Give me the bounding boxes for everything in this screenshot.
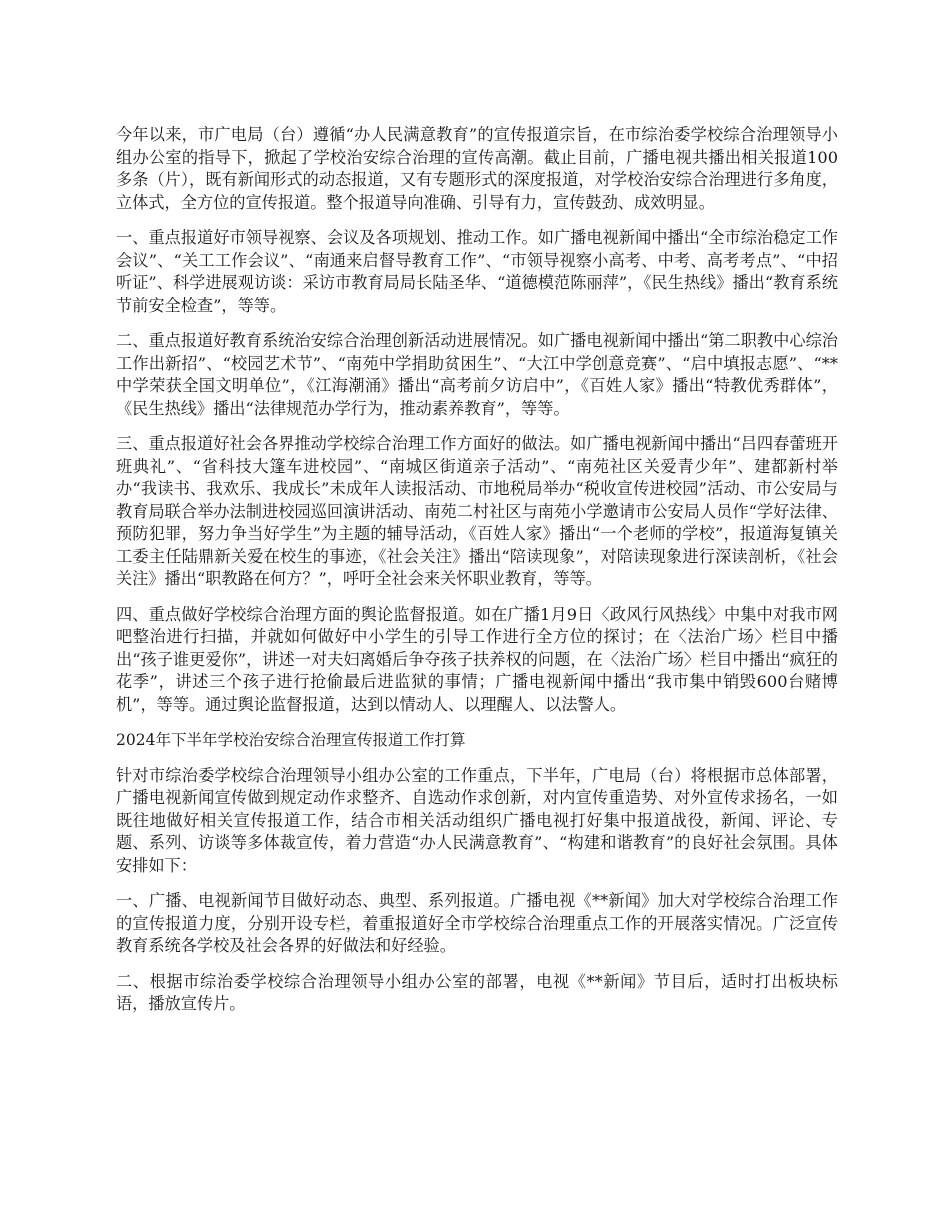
- plan-heading: 2024年下半年学校治安综合治理宣传报道工作打算: [116, 731, 466, 749]
- intro-paragraph: 今年以来，市广电局（台）遵循“办人民满意教育”的宣传报道宗旨，在市综治委学校综合治理领导小组办公室的指导下，掀起了学校治安综合治理的宣传高潮。截止目前，广播电视共播出相关报道100多条（片），既有新闻形式的动态报道，又有专题形式的深度报道，对学校治安综合治理进行多角度，立体式，全方位的宣传报道。整个报道导向准确、引导有力，宣传鼓劲、成效明显。: [116, 125, 838, 212]
- plan-paragraph-1: 一、广播、电视新闻节目做好动态、典型、系列报道。广播电视《**新闻》加大对学校综合治理工作的宣传报道力度，分别开设专栏，着重报道好全市学校综合治理重点工作的开展落实情况。广泛宣传教育系统各学校及社会各界的好做法和好经验。: [116, 891, 838, 955]
- section-paragraph-3: 三、重点报道好社会各界推动学校综合治理工作方面好的做法。如广播电视新闻中播出“吕四春蕾班开班典礼”、“省科技大篷车进校园”、“南城区街道亲子活动”、“南苑社区关爱青少年”、建都新村举办“我读书、我欢乐、我成长”未成年人读报活动、市地税局举办“税收宣传进校园”活动、市公安局与教育局联合举办法制进校园巡回演讲活动、南苑二村社区与南苑小学邀请市公安局人员作“学好法律、预防犯罪，努力争当好学生”为主题的辅导活动，《百姓人家》播出“一个老师的学校”，报道海复镇关工委主任陆鼎新关爱在校生的事迹，《社会关注》播出“陪读现象”，对陪读现象进行深读剖析，《社会关注》播出“职教路在何方？”，呼吁全社会来关怀职业教育，等等。: [116, 434, 838, 588]
- section-paragraph-2: 二、重点报道好教育系统治安综合治理创新活动进展情况。如广播电视新闻中播出“第二职教中心综治工作出新招”、“校园艺术节”、“南苑中学捐助贫困生”、“大江中学创意竞赛”、“启中填报志愿”、“**中学荣获全国文明单位”，《江海潮涌》播出“高考前夕访启中”，《百姓人家》播出“特教优秀群体”，《民生热线》播出“法律规范办学行为，推动素养教育”，等等。: [116, 331, 838, 418]
- plan-paragraph-2: 二、根据市综治委学校综合治理领导小组办公室的部署，电视《**新闻》节目后，适时打出板块标语，播放宣传片。: [116, 971, 838, 1013]
- plan-intro-paragraph: 针对市综治委学校综合治理领导小组办公室的工作重点，下半年，广电局（台）将根据市总体部署，广播电视新闻宣传做到规定动作求整齐、自选动作求创新，对内宣传重造势、对外宣传求扬名，一如既往地做好相关宣传报道工作，结合市相关活动组织广播电视打好集中报道战役，新闻、评论、专题、系列、访谈等多体裁宣传，着力营造“办人民满意教育”、“构建和谐教育”的良好社会氛围。具体安排如下：: [116, 765, 838, 875]
- document-body: [116, 124, 838, 1029]
- section-paragraph-4: 四、重点做好学校综合治理方面的舆论监督报道。如在广播1月9日〈政风行风热线〉中集中对我市网吧整治进行扫描，并就如何做好中小学生的引导工作进行全方位的探讨；在〈法治广场〉栏目中播出“孩子谁更爱你”，讲述一对夫妇离婚后争夺孩子扶养权的问题，在〈法治广场〉栏目中播出“疯狂的花季”，讲述三个孩子进行抢偷最后进监狱的事情；广播电视新闻中播出“我市集中销毁600台赌博机”，等等。通过舆论监督报道，达到以情动人、以理醒人、以法警人。: [116, 604, 838, 714]
- section-paragraph-1: 一、重点报道好市领导视察、会议及各项规划、推动工作。如广播电视新闻中播出“全市综治稳定工作会议”、“关工工作会议”、“南通来启督导教育工作”、“市领导视察小高考、中考、高考考点”、“中招听证”、科学进展观访谈：采访市教育局局长陆圣华、“道德模范陈丽萍”，《民生热线》播出“教育系统节前安全检查”，等等。: [116, 228, 838, 315]
